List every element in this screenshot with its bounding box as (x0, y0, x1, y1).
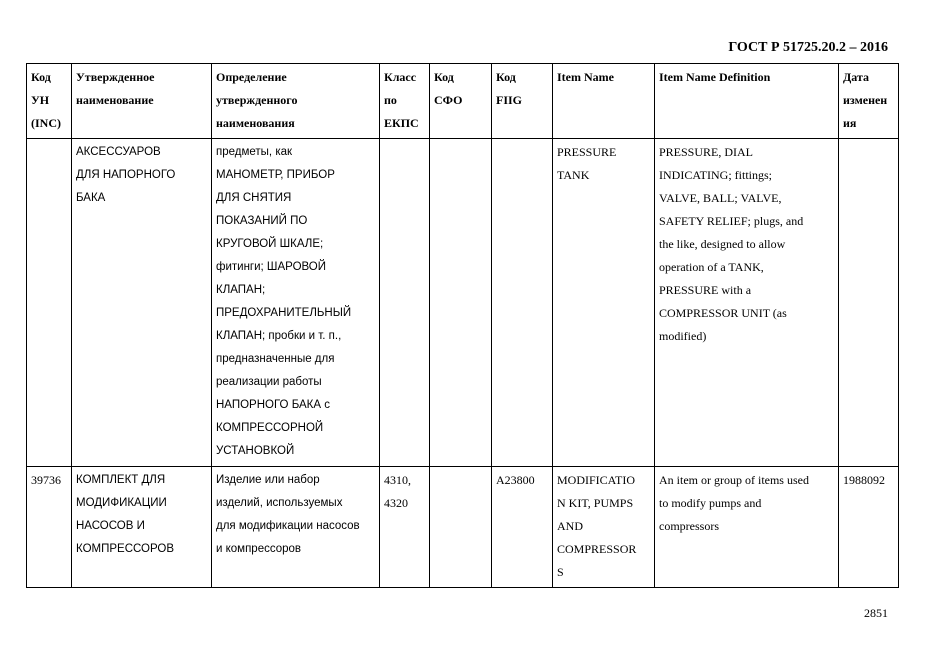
cell-definition-ru: Изделие или набор изделий, используемых для модификации насосов и компрессоров (212, 467, 380, 588)
cell-item-name: PRESSURE TANK (553, 139, 655, 467)
table-row (27, 467, 899, 588)
cell-ekps-class: 4310, 4320 (380, 467, 430, 588)
cell-item-definition: PRESSURE, DIAL INDICATING; fittings; VALVE, BALL; VALVE, SAFETY RELIEF; plugs, and the like, designed to allow operation of a TANK, PRESSURE with a COMPRESSOR UNIT (as modified) (655, 139, 839, 467)
cell-definition-ru: предметы, как МАНОМЕТР, ПРИБОР ДЛЯ СНЯТИЯ ПОКАЗАНИЙ ПО КРУГОВОЙ ШКАЛЕ; фитинги; ШАРОВОЙ КЛАПАН; ПРЕДОХРАНИТЕЛЬНЫЙ КЛАПАН; пробки и т. п., предназначенные для реализации работы НАПОРНОГО БАКА с КОМПРЕССОРНОЙ УСТАНОВКОЙ (212, 139, 380, 467)
catalog-table (26, 63, 899, 588)
cell-item-definition: An item or group of items used to modify pumps and compressors (655, 467, 839, 588)
header-sfo-code: Код СФО (430, 64, 492, 139)
cell-approved-name: АКСЕССУАРОВ ДЛЯ НАПОРНОГО БАКА (72, 139, 212, 467)
cell-fiig-code: A23800 (492, 467, 553, 588)
header-item-name-definition: Item Name Definition (655, 64, 839, 139)
header-inc-code: Код УН (INC) (27, 64, 72, 139)
header-change-date: Дата изменен ия (839, 64, 899, 139)
cell-inc-code (27, 139, 72, 467)
standard-title: ГОСТ Р 51725.20.2 – 2016 (728, 40, 888, 55)
table-header-row (27, 64, 899, 139)
cell-approved-name: КОМПЛЕКТ ДЛЯ МОДИФИКАЦИИ НАСОСОВ И КОМПРЕССОРОВ (72, 467, 212, 588)
header-item-name: Item Name (553, 64, 655, 139)
page-number: 2851 (864, 606, 888, 620)
cell-inc-code: 39736 (27, 467, 72, 588)
cell-change-date: 1988092 (839, 467, 899, 588)
header-approved-name-definition: Определение утвержденного наименования (212, 64, 380, 139)
cell-fiig-code (492, 139, 553, 467)
table-row (27, 139, 899, 467)
cell-ekps-class (380, 139, 430, 467)
cell-change-date (839, 139, 899, 467)
header-ekps-class: Класс по ЕКПС (380, 64, 430, 139)
cell-sfo-code (430, 467, 492, 588)
header-approved-name: Утвержденное наименование (72, 64, 212, 139)
header-fiig-code: Код FIIG (492, 64, 553, 139)
cell-item-name: MODIFICATIO N KIT, PUMPS AND COMPRESSOR S (553, 467, 655, 588)
cell-sfo-code (430, 139, 492, 467)
